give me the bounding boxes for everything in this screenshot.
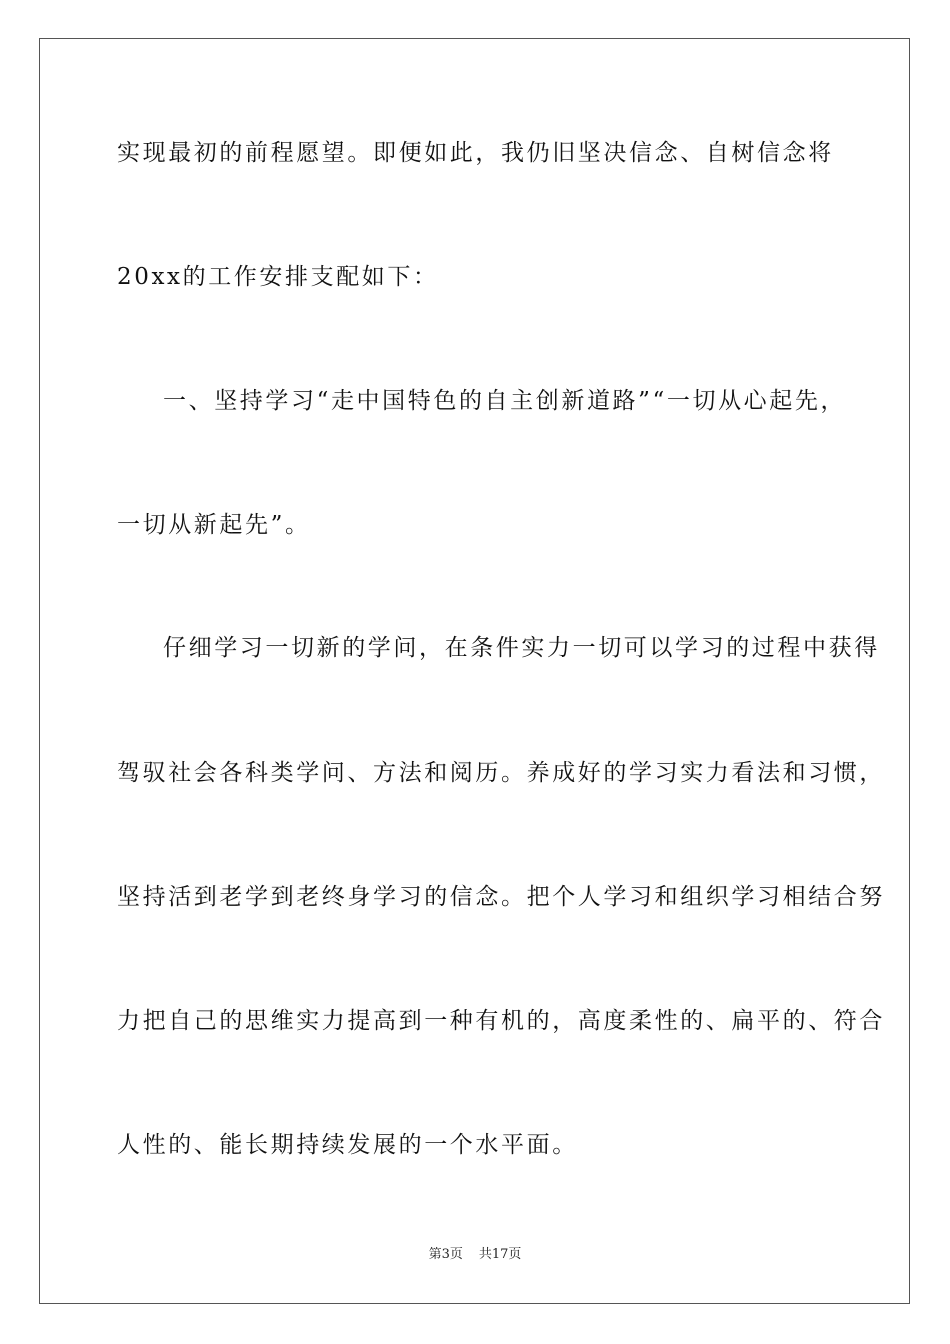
paragraph-line-7: 坚持活到老学到老终身学习的信念。把个人学习和组织学习相结合努 (117, 884, 885, 910)
paragraph-line-4: 一切从新起先”。 (117, 512, 311, 538)
paragraph-line-1: 实现最初的前程愿望。即便如此，我仍旧坚决信念、自树信念将 (117, 140, 834, 166)
paragraph-line-5: 仔细学习一切新的学问，在条件实力一切可以学习的过程中获得 (163, 635, 880, 661)
page-number-current: 第3页 (428, 1247, 463, 1262)
page-border (39, 38, 910, 1304)
page-footer (0, 1246, 950, 1264)
paragraph-line-8: 力把自己的思维实力提高到一种有机的，高度柔性的、扁平的、符合 (117, 1008, 885, 1034)
paragraph-line-3: 一、坚持学习“走中国特色的自主创新道路”“一切从心起先， (163, 388, 847, 414)
page-number-total: 共17页 (478, 1247, 522, 1262)
paragraph-line-9: 人性的、能长期持续发展的一个水平面。 (117, 1132, 578, 1158)
paragraph-line-6: 驾驭社会各科类学问、方法和阅历。养成好的学习实力看法和习惯， (117, 760, 885, 786)
paragraph-line-2: 20xx的工作安排支配如下： (117, 264, 439, 290)
